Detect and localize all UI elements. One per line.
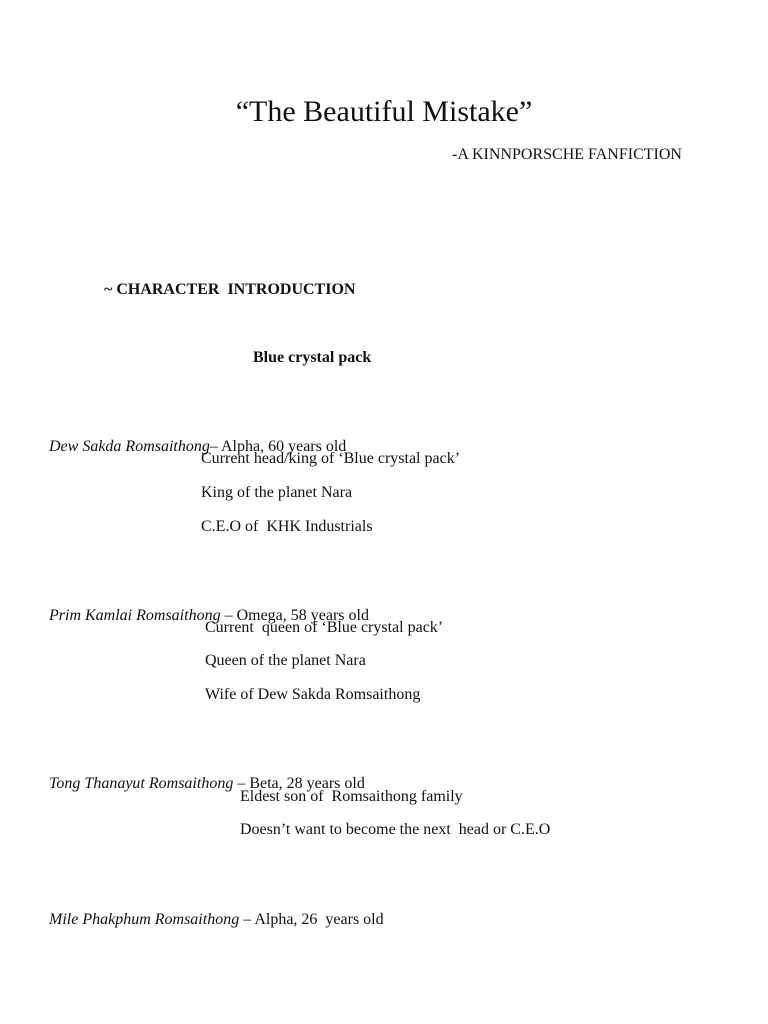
character-name: Prim Kamlai Romsaithong [49, 607, 221, 624]
character-detail: Queen of the planet Nara [205, 652, 366, 669]
character-detail: Doesn’t want to become the next head or C.E.O [240, 821, 551, 838]
character-entry [33, 887, 384, 953]
character-detail: Current head/king of ‘Blue crystal pack’ [201, 450, 461, 467]
character-name: Mile Phakphum Romsaithong [49, 911, 240, 928]
document-title: “The Beautiful Mistake” [235, 95, 533, 128]
character-detail: C.E.O of KHK Industrials [201, 518, 373, 535]
character-name: Dew Sakda Romsaithong [49, 438, 210, 455]
character-description: – Alpha, 26 years old [239, 911, 384, 928]
character-description: – Alpha, 60 years old [209, 438, 347, 455]
character-detail: Eldest son of Romsaithong family [240, 788, 463, 805]
character-name: Tong Thanayut Romsaithong [49, 775, 234, 792]
pack-heading: Blue crystal pack [253, 349, 372, 366]
section-heading: ~ CHARACTER INTRODUCTION [104, 281, 356, 298]
character-entry [33, 414, 346, 480]
character-detail: King of the planet Nara [201, 484, 353, 501]
character-description: – Omega, 58 years old [220, 607, 369, 624]
character-entry [33, 583, 369, 649]
character-detail: Current queen of ‘Blue crystal pack’ [205, 619, 444, 636]
character-description: – Beta, 28 years old [233, 775, 365, 792]
document-subtitle: -A KINNPORSCHE FANFICTION [452, 146, 682, 163]
character-detail: Wife of Dew Sakda Romsaithong [205, 686, 421, 703]
